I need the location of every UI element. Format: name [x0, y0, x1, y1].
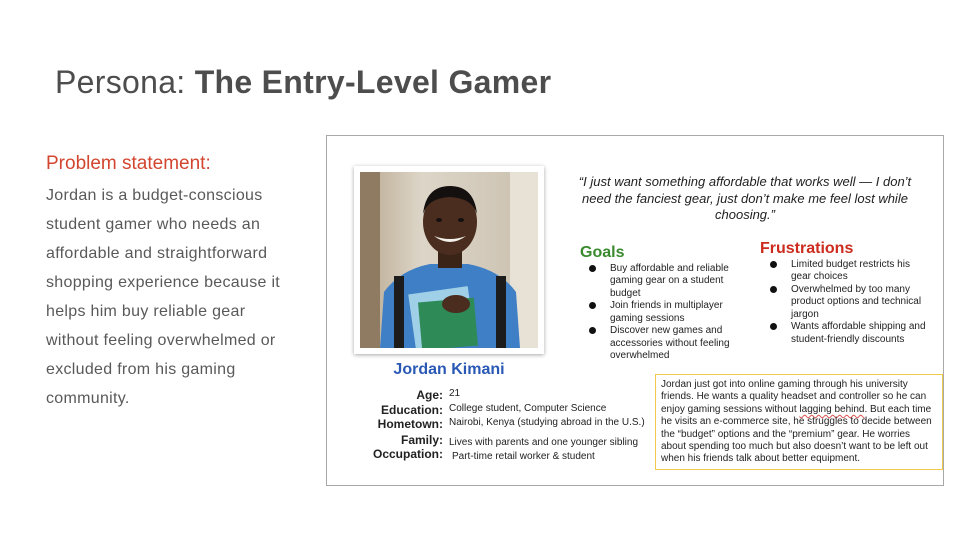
problem-line: student gamer who needs an	[46, 216, 261, 233]
bullet-icon	[589, 302, 596, 309]
education-value: College student, Computer Science	[449, 403, 607, 414]
goals-list	[589, 263, 749, 363]
occupation-value: Part-time retail worker & student	[452, 451, 595, 462]
story-text-before: Jordan just got into online gaming through his university friends. He wants a quality headset and controller so he can enjoy gaming sessions without	[661, 379, 927, 415]
age-value: 21	[449, 388, 461, 399]
occupation-label: Occupation:	[372, 447, 443, 461]
goal-item	[589, 325, 749, 362]
problem-line: community.	[46, 390, 130, 407]
persona-story	[655, 374, 943, 470]
frustration-item	[770, 284, 930, 321]
frustration-text: Overwhelmed by too many product options and technical jargon	[791, 284, 922, 320]
problem-line: affordable and straightforward	[46, 245, 268, 262]
persona-name: Jordan Kimani	[393, 361, 505, 378]
goal-text: Discover new games and accessories without feeling overwhelmed	[610, 325, 730, 362]
goal-text: Buy affordable and reliable gaming gear on a student budget	[610, 263, 729, 299]
bullet-icon	[770, 286, 777, 293]
goal-item	[589, 300, 749, 325]
bullet-icon	[770, 261, 777, 268]
bullet-icon	[589, 265, 596, 272]
bullet-icon	[770, 323, 777, 330]
persona-quote: “I just want something affordable that works well — I don’t need the fanciest gear, just don’t make me feel lost while choosing.”	[578, 174, 912, 222]
persona-portrait-image	[360, 172, 538, 348]
problem-statement-heading: Problem statement:	[46, 153, 211, 174]
title-prefix: Persona:	[55, 64, 186, 100]
problem-line: shopping experience because it	[46, 274, 281, 291]
persona-photo	[354, 166, 544, 354]
problem-line: Jordan is a budget-conscious	[46, 187, 263, 204]
frustration-text: Wants affordable shipping and student-friendly discounts	[791, 321, 926, 345]
frustrations-heading: Frustrations	[760, 240, 854, 257]
story-text-underlined: lagging behind	[799, 403, 865, 415]
persona-card	[326, 135, 944, 486]
goal-text: Join friends in multiplayer gaming sessions	[610, 300, 723, 324]
story-text-after: . But each time he visits an e-commerce site, he struggles to decide between the “budget” options and the “premium” gear. He worries about spending too much but also doesn’t want to be left out when his friends talk about better equipment.	[661, 403, 932, 465]
age-label: Age:	[416, 388, 443, 402]
frustration-text: Limited budget restricts his gear choices	[791, 259, 910, 283]
problem-line: without feeling overwhelmed or	[46, 332, 276, 349]
problem-statement-body	[46, 181, 316, 413]
goals-heading: Goals	[580, 244, 625, 261]
title-persona-name: The Entry-Level Gamer	[194, 64, 552, 100]
problem-line: excluded from his gaming	[46, 361, 236, 378]
frustration-item	[770, 259, 930, 284]
frustrations-list	[770, 259, 930, 347]
family-value: Lives with parents and one younger sibling	[449, 437, 639, 448]
bullet-icon	[589, 327, 596, 334]
family-label: Family:	[400, 433, 443, 447]
hometown-label: Hometown:	[377, 417, 443, 431]
hometown-value: Nairobi, Kenya (studying abroad in the U.S.)	[449, 417, 645, 428]
slide-title	[55, 64, 551, 101]
education-label: Education:	[381, 403, 443, 417]
problem-line: helps him buy reliable gear	[46, 303, 246, 320]
frustration-item	[770, 321, 930, 346]
goal-item	[589, 263, 749, 300]
